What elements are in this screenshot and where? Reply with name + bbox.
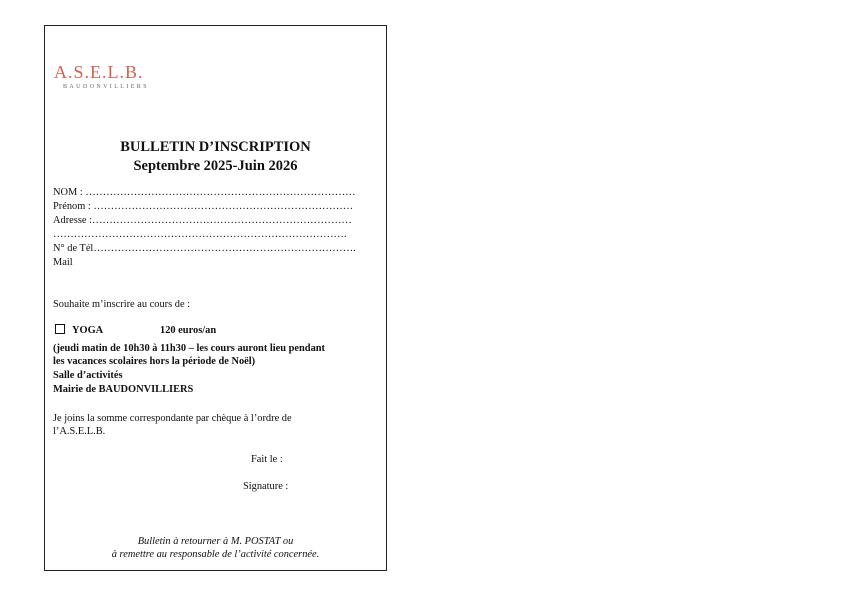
course-room: Salle d’activités <box>53 370 123 381</box>
registration-form-frame <box>44 25 387 571</box>
adresse-field[interactable]: Adresse :………………………………………………………………… <box>53 215 352 226</box>
tel-field[interactable]: N° de Tél…………………………………………………………………. <box>53 243 356 254</box>
course-name: YOGA <box>72 325 104 336</box>
footer-responsible-note: à remettre au responsable de l’activité concernée. <box>111 549 320 560</box>
course-schedule-note: les vacances scolaires hors la période de Noël) <box>53 356 256 367</box>
prenom-field[interactable]: Prénom : ………………………………………………………………… <box>53 201 354 212</box>
signature-field[interactable]: Signature : <box>243 481 289 492</box>
aselb-logo: A.S.E.L.B. <box>54 62 144 82</box>
course-schedule: (jeudi matin de 10h30 à 11h30 – les cours auront lieu pendant <box>53 343 326 354</box>
course-price: 120 euros/an <box>160 325 217 336</box>
mail-field[interactable]: Mail <box>53 257 73 268</box>
adresse-line2-field[interactable]: …………………………………………………………………………. <box>53 229 347 240</box>
logo-subtitle: BAUDONVILLIERS <box>63 84 149 90</box>
payment-line-1: Je joins la somme correspondante par chèque à l’ordre de <box>53 413 292 424</box>
footer-return-note: Bulletin à retourner à M. POSTAT ou <box>137 536 294 547</box>
yoga-checkbox[interactable] <box>55 324 65 334</box>
payment-line-2: l’A.S.E.L.B. <box>53 426 106 437</box>
payment-statement <box>53 412 380 438</box>
fait-le-field[interactable]: Fait le : <box>251 454 283 465</box>
form-season: Septembre 2025-Juin 2026 <box>133 158 298 174</box>
nom-field[interactable]: NOM : …………………………………………………………………… <box>53 187 356 198</box>
course-location: Mairie de BAUDONVILLIERS <box>53 384 194 395</box>
form-title: BULLETIN D’INSCRIPTION <box>120 139 311 155</box>
course-intro: Souhaite m’inscrire au cours de : <box>53 299 191 310</box>
